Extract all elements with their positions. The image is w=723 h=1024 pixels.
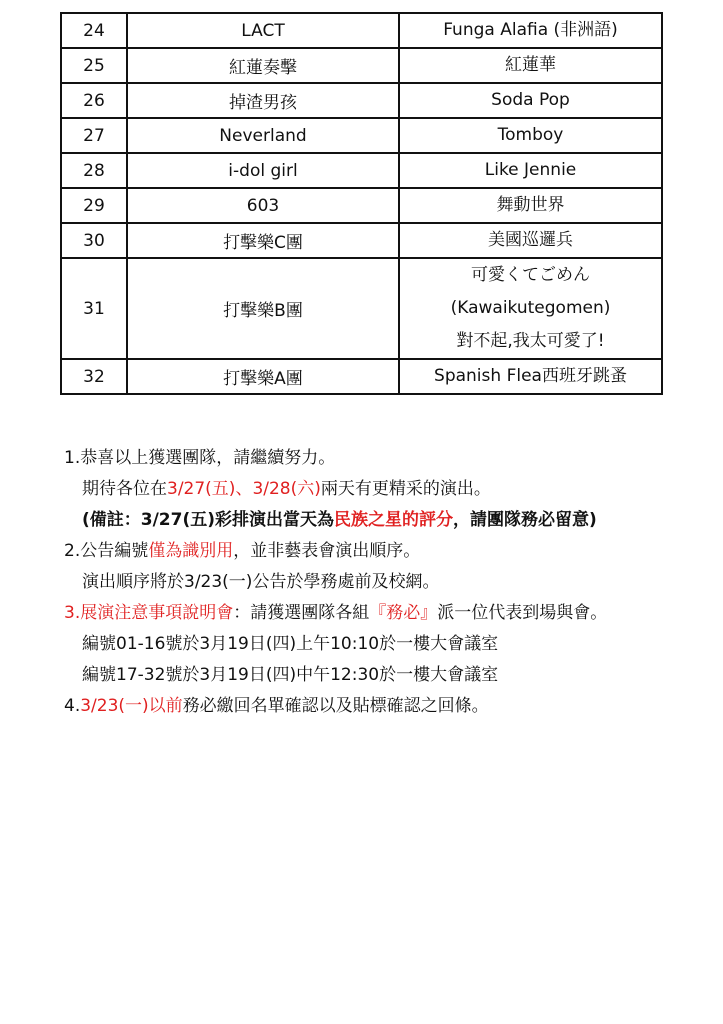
table-row <box>61 153 662 188</box>
song-title-cell <box>399 13 662 48</box>
song-title: Tomboy <box>497 125 564 145</box>
song-title: Spanish Flea西班牙跳蚤 <box>434 366 627 386</box>
note-4-text: 務必繳回名單確認以及貼標確認之回條。 <box>182 696 489 716</box>
note-1-line-2-text-b: 兩天有更精采的演出。 <box>320 479 491 499</box>
table-row <box>61 223 662 258</box>
note-3-session-2: 編號17-32號於3月19日(四)中午12:30於一樓大會議室 <box>82 665 499 685</box>
entry-number: 30 <box>61 223 127 258</box>
song-title: (Kawaikutegomen) <box>450 298 611 318</box>
group-name: 打擊樂A團 <box>127 359 399 394</box>
note-4-number: 4. <box>64 696 81 716</box>
note-3-highlight-must: 『務必』 <box>369 603 438 623</box>
table-row <box>61 359 662 394</box>
note-3-line-2 <box>64 629 714 660</box>
group-name: i-dol girl <box>127 153 399 188</box>
entry-number: 31 <box>61 258 127 359</box>
note-1-line-2 <box>64 474 714 505</box>
note-4-highlight-deadline: 3/23(一)以前 <box>80 696 183 716</box>
song-title: Soda Pop <box>491 90 570 110</box>
note-2-highlight: 僅為識別用 <box>148 541 234 561</box>
roster-table <box>60 12 663 395</box>
song-title: 可愛くてごめん <box>471 265 590 285</box>
note-2-text-b: ，並非藝表會演出順序。 <box>233 541 421 561</box>
note-1-highlight-dates: 3/27(五)、3/28(六) <box>167 479 321 499</box>
note-3-text-b: 派一位代表到場與會。 <box>437 603 608 623</box>
entry-number: 26 <box>61 83 127 118</box>
song-title-cell <box>399 48 662 83</box>
entry-number: 32 <box>61 359 127 394</box>
table-row <box>61 13 662 48</box>
group-name: 603 <box>127 188 399 223</box>
song-title: 紅蓮華 <box>505 55 556 75</box>
song-title: 對不起,我太可愛了! <box>456 331 605 351</box>
song-title: 舞動世界 <box>496 195 565 215</box>
song-title-cell <box>399 359 662 394</box>
entry-number: 27 <box>61 118 127 153</box>
note-1-highlight-rating: 民族之星的評分 <box>334 510 454 530</box>
note-4-line-1 <box>64 691 714 722</box>
note-2-text-a: 2.公告編號 <box>64 541 149 561</box>
entry-number: 24 <box>61 13 127 48</box>
note-1-line-2-text-a: 期待各位在 <box>82 479 167 499</box>
song-title-cell <box>399 118 662 153</box>
group-name: 紅蓮奏擊 <box>127 48 399 83</box>
song-title-cell <box>399 223 662 258</box>
note-1-line-3 <box>64 505 714 536</box>
note-1-remark-a: (備註：3/27(五)彩排演出當天為 <box>82 510 335 530</box>
table-row <box>61 83 662 118</box>
song-title: 美國巡邏兵 <box>488 230 573 250</box>
table-row <box>61 48 662 83</box>
song-title: Funga Alafia (非洲語) <box>443 20 618 40</box>
song-title-cell <box>399 258 662 359</box>
note-1-remark-b: ，請團隊務必留意) <box>453 510 597 530</box>
group-name: 掉渣男孩 <box>127 83 399 118</box>
group-name: Neverland <box>127 118 399 153</box>
entry-number: 29 <box>61 188 127 223</box>
note-3-highlight-meeting: 展演注意事項說明會 <box>80 603 234 623</box>
note-2-order-text: 演出順序將於3/23(一)公告於學務處前及校網。 <box>82 572 440 592</box>
note-1-text: 1.恭喜以上獲選團隊，請繼續努力。 <box>64 448 336 468</box>
group-name: 打擊樂C團 <box>127 223 399 258</box>
note-3-session-1: 編號01-16號於3月19日(四)上午10:10於一樓大會議室 <box>82 634 499 654</box>
table-row <box>61 188 662 223</box>
song-title: Like Jennie <box>484 160 577 180</box>
song-title-cell <box>399 83 662 118</box>
notes-section <box>64 443 714 722</box>
entry-number: 25 <box>61 48 127 83</box>
note-2-line-2 <box>64 567 714 598</box>
note-1-line-1 <box>64 443 714 474</box>
group-name: 打擊樂B團 <box>127 258 399 359</box>
roster-table-body <box>61 13 662 394</box>
note-3-line-3 <box>64 660 714 691</box>
entry-number: 28 <box>61 153 127 188</box>
note-3-line-1 <box>64 598 714 629</box>
song-title-cell <box>399 153 662 188</box>
note-3-text-a: ：請獲選團隊各組 <box>233 603 370 623</box>
note-2-line-1 <box>64 536 714 567</box>
note-3-number: 3. <box>64 603 81 623</box>
table-row <box>61 118 662 153</box>
table-row <box>61 258 662 359</box>
group-name: LACT <box>127 13 399 48</box>
song-title-cell <box>399 188 662 223</box>
